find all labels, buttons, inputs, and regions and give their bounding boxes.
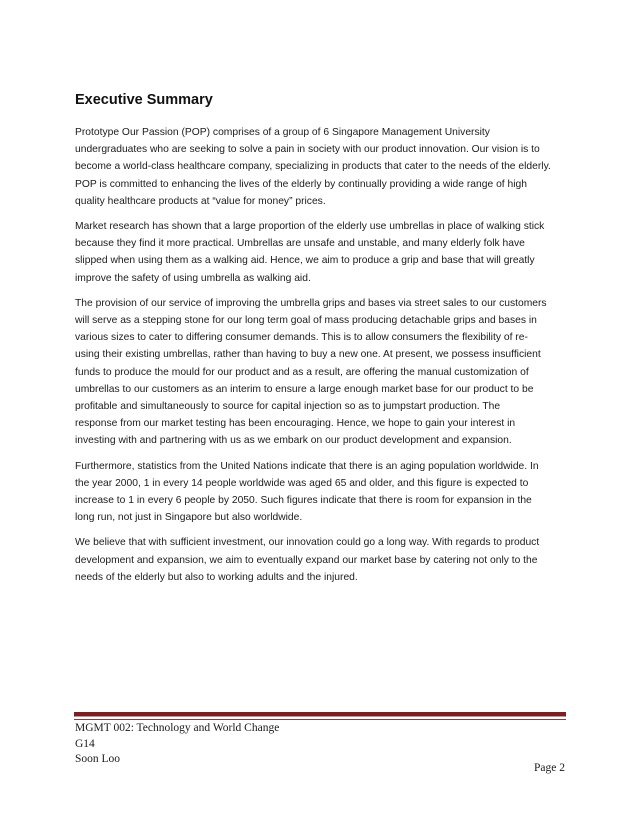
footer-group: G14 [75, 737, 95, 750]
text-line: We believe that with sufficient investment, our innovation could go a long way. With regards to product [75, 537, 540, 549]
text-line: The provision of our service of improving the umbrella grips and bases via street sales to our customers [75, 297, 547, 309]
text-line: become a world-class healthcare company, specializing in products that cater to the needs of the elderly. [75, 161, 551, 173]
paragraph-intro [75, 124, 575, 210]
paragraph-service [75, 295, 575, 450]
paragraph-market-research [75, 218, 575, 287]
text-line: Furthermore, statistics from the United Nations indicate that there is an aging population worldwide. In [75, 460, 539, 472]
footer [75, 721, 279, 768]
text-line: profitable and simultaneously to source for capital injection so as to jumpstart production. The [75, 401, 501, 413]
text-line: will serve as a stepping stone for our long term goal of mass producing detachable grips and bases in [75, 315, 537, 327]
text-line: using their existing umbrellas, rather than having to buy a new one. At present, we possess insufficient [75, 349, 541, 361]
footer-course: MGMT 002: Technology and World Change [75, 722, 280, 734]
text-line: slipped when using them as a walking aid. Hence, we aim to produce a grip and base that will greatly [75, 255, 535, 267]
text-line: response from our market testing has been encouraging. Hence, we hope to gain your interest in [75, 418, 516, 430]
text-line: long run, not just in Singapore but also worldwide. [75, 512, 303, 524]
paragraph-conclusion [75, 534, 575, 586]
text-line: investing with and partnering with us as we embark on our product development and expansion. [75, 435, 512, 447]
footer-author: Soon Loo [75, 753, 121, 765]
text-line: improve the safety of using umbrella as walking aid. [75, 272, 311, 284]
text-line: funds to produce the mould for our product and as a result, are offering the manual customization of [75, 366, 529, 378]
text-line: quality healthcare products at “value for money” prices. [75, 195, 326, 207]
text-line: undergraduates who are seeking to solve a pain in society with our product innovation. Our vision is to [75, 144, 540, 156]
text-line: because they find it more practical. Umbrellas are unsafe and unstable, and many elderly folk have [75, 238, 525, 250]
text-line: needs of the elderly but also to working adults and the injured. [75, 571, 358, 583]
footer-divider [74, 712, 566, 717]
paragraph-statistics [75, 458, 575, 527]
text-line: development and expansion, we aim to eventually expand our market base by catering not only to the [75, 554, 538, 566]
body-text [75, 124, 575, 594]
text-line: various sizes to cater to differing consumer demands. This is to allow consumers the flexibility of re- [75, 332, 528, 344]
text-line: umbrellas to our customers as an interim to ensure a large enough market base for our product to be [75, 383, 534, 395]
text-line: Prototype Our Passion (POP) comprises of a group of 6 Singapore Management University [75, 127, 490, 138]
section-heading: Executive Summary [75, 92, 213, 108]
text-line: the year 2000, 1 in every 14 people worldwide was aged 65 and older, and this figure is expected to [75, 477, 529, 489]
page-number: Page 2 [534, 762, 565, 774]
text-line: POP is committed to enhancing the lives of the elderly by continually providing a wide range of high [75, 178, 527, 190]
text-line: Market research has shown that a large proportion of the elderly use umbrellas in place of walking stick [75, 221, 545, 233]
footer-divider-thin [74, 719, 566, 720]
text-line: increase to 1 in every 6 people by 2050. Such figures indicate that there is room for expansion in the [75, 495, 532, 507]
